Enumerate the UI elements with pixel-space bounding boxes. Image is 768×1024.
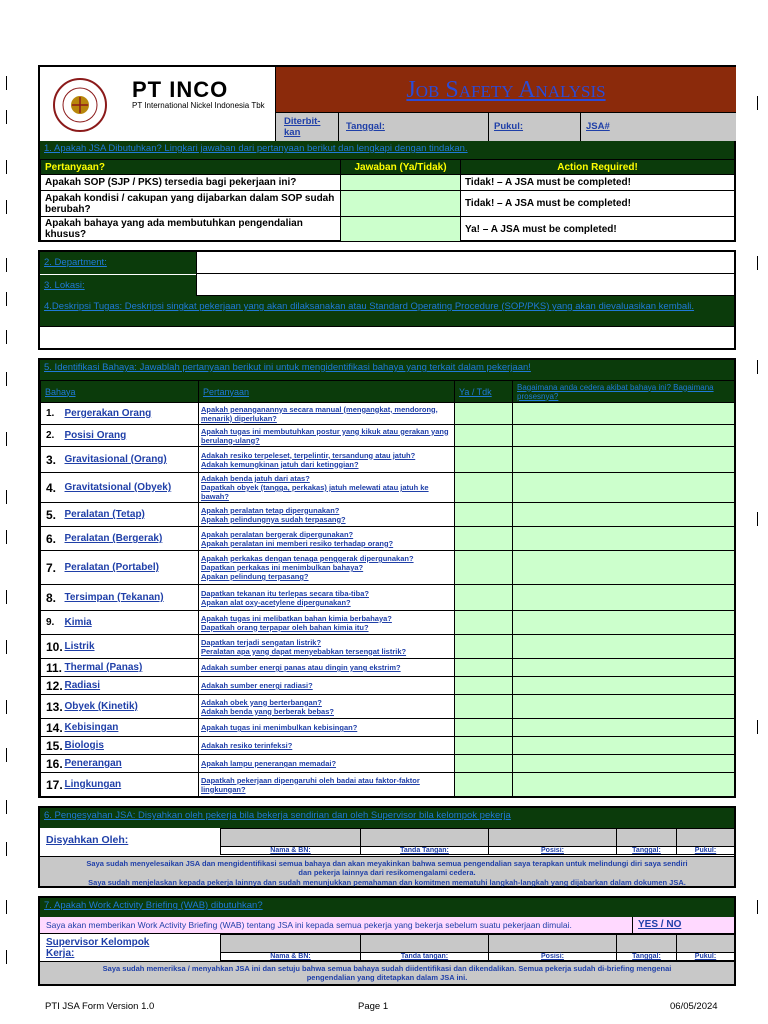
- hazard-questions: [199, 635, 455, 659]
- approver-name-label: Nama & BN:: [221, 847, 361, 855]
- hazard-question: Dapatkah pekerjaan dipengaruhi oleh badai atau faktor-faktor lingkungan?: [201, 775, 420, 794]
- section-2-4-block: [38, 250, 736, 350]
- hazard-questions: [199, 737, 455, 755]
- hazard-questions: [199, 447, 455, 473]
- hazard-yes-no-field[interactable]: [455, 677, 513, 695]
- action-3: Ya! – A JSA must be completed!: [461, 217, 735, 242]
- location-field[interactable]: [196, 274, 734, 296]
- hazard-table: [40, 380, 735, 797]
- table-row: [41, 447, 735, 473]
- hazard-how-field[interactable]: [513, 503, 735, 527]
- section1-title: 1. Apakah JSA Dibutuhkan? Lingkari jawaban dari pertanyaan berikut dan lengkapi dengan tindakan.: [40, 141, 734, 159]
- hazard-question: Apakah tugas ini melibatkan bahan kimia berbahaya?: [201, 613, 392, 623]
- approval-notes: [40, 856, 734, 886]
- footer-version: PTI JSA Form Version 1.0: [45, 1001, 155, 1012]
- section7-block: [38, 896, 736, 986]
- col-action: Action Required!: [461, 160, 735, 175]
- section7-sign-table: [220, 934, 735, 961]
- hazard-yes-no-field[interactable]: [455, 719, 513, 737]
- hazard-number: 16.: [41, 755, 65, 773]
- hazard-question: Adakah benda yang berberak bebas?: [201, 706, 334, 716]
- hazard-question: Apakah tugas ini membutuhkan postur yang kikuk atau gerakan yang berulang-ulang?: [201, 426, 449, 445]
- hazard-questions: [199, 773, 455, 797]
- time-label: Pukul:: [494, 121, 524, 132]
- hazard-yes-no-field[interactable]: [455, 585, 513, 611]
- approver-name-field[interactable]: [221, 829, 361, 847]
- hazard-number: 6.: [41, 527, 65, 551]
- hazard-name: Tersimpan (Tekanan): [65, 585, 199, 611]
- table-row: [41, 551, 735, 585]
- jsa-number-label: JSA#: [586, 121, 610, 132]
- hazard-name: Peralatan (Portabel): [65, 551, 199, 585]
- table-row: [41, 737, 735, 755]
- task-description-field[interactable]: [40, 326, 734, 348]
- hazard-name: Kebisingan: [65, 719, 199, 737]
- table-row: [41, 695, 735, 719]
- hazard-yes-no-field[interactable]: [455, 659, 513, 677]
- hazard-number: 17.: [41, 773, 65, 797]
- supervisor-time-field[interactable]: [677, 935, 735, 953]
- hazard-yes-no-field[interactable]: [455, 503, 513, 527]
- hazard-how-field[interactable]: [513, 677, 735, 695]
- hazard-question: Adakah kemungkinan jatuh dari ketinggian?: [201, 459, 359, 469]
- approver-date-label: Tanggal:: [617, 847, 677, 855]
- hazard-yes-no-field[interactable]: [455, 611, 513, 635]
- approved-by-label: Disyahkan Oleh:: [46, 834, 129, 846]
- hazard-question: Apakah peralatan bergerak dipergunakan?: [201, 529, 354, 539]
- table-row: [41, 403, 735, 425]
- col-answer: Jawaban (Ya/Tidak): [341, 160, 461, 175]
- hazard-name: Posisi Orang: [65, 425, 199, 447]
- supervisor-note-box: [40, 961, 734, 984]
- hazard-question: Dapatkan terjadi sengatan listrik?: [201, 637, 322, 647]
- hazard-how-field[interactable]: [513, 611, 735, 635]
- hazard-name: Gravitatsional (Obyek): [65, 473, 199, 503]
- hazard-questions: [199, 403, 455, 425]
- section5-title: 5. Identifikasi Bahaya: Jawablah pertanyaan berikut ini untuk mengidentifikasi bahaya yang terkait dalam pekerjaan!: [40, 360, 734, 380]
- hazard-question: Dapatkah obyek (tangga, perkakas) jatuh melewati atau jatuh ke bawah?: [201, 483, 429, 501]
- section6-title: 6. Pengesyahan JSA: Disyahkan oleh pekerja bila bekerja sendirian dan oleh Supervisor bila kelompok pekerja: [40, 808, 734, 828]
- hazard-number: 4.: [41, 473, 65, 503]
- hazard-questions: [199, 695, 455, 719]
- table-row: [41, 719, 735, 737]
- hazard-yes-no-field[interactable]: [455, 551, 513, 585]
- hazard-how-field[interactable]: [513, 695, 735, 719]
- hazard-name: Radiasi: [65, 677, 199, 695]
- section5-block: [38, 358, 736, 798]
- supervisor-position-label: Posisi:: [489, 953, 617, 961]
- hazard-yes-no-field[interactable]: [455, 755, 513, 773]
- hazard-name: Listrik: [65, 635, 199, 659]
- hazard-questions: [199, 503, 455, 527]
- answer-3[interactable]: [341, 217, 461, 242]
- table-row: [41, 677, 735, 695]
- hazard-how-field[interactable]: [513, 755, 735, 773]
- supervisor-note: Saya sudah memeriksa / menyahkan JSA ini dan setuju bahwa semua bahaya sudah diidentifikasi dan dikendalikan. Semua pekerja sudah di-briefing mengenai pengendalian yang ditetapkan dalam JSA ini.: [102, 964, 672, 982]
- approver-position-label: Posisi:: [489, 847, 617, 855]
- company-name: PT INCO: [132, 77, 229, 102]
- section7-title: 7. Apakah Work Activity Briefing (WAB) dibutuhkan?: [40, 898, 734, 917]
- supervisor-time-label: Pukul:: [677, 953, 735, 961]
- task-description-title: 4.Deskripsi Tugas: Deskripsi singkat pekerjaan yang akan dilaksanakan atau Standard Operating Procedure (SOP/PKS) yang akan dievaluasikan kembali.: [40, 296, 734, 326]
- hazard-name: Pergerakan Orang: [65, 403, 199, 425]
- hazard-number: 12.: [41, 677, 65, 695]
- company-full-name: PT International Nickel Indonesia Tbk: [132, 101, 265, 110]
- footer-date: 06/05/2024: [670, 1001, 718, 1012]
- title-bar: [276, 67, 736, 113]
- hazard-how-field[interactable]: [513, 773, 735, 797]
- supervisor-name-field[interactable]: [221, 935, 361, 953]
- company-seal-icon: [52, 77, 108, 133]
- hazard-question: Apakah lampu penerangan memadai?: [201, 759, 337, 768]
- issued-label: Diterbit-kan: [284, 116, 321, 138]
- hazard-yes-no-field[interactable]: [455, 737, 513, 755]
- hazard-question: Adakah sumber energi radiasi?: [201, 681, 313, 690]
- hazard-questions: [199, 659, 455, 677]
- approver-sign-field[interactable]: [361, 829, 489, 847]
- hazard-question: Apakah tugas ini menimbulkan kebisingan?: [201, 723, 358, 732]
- table-row: [41, 425, 735, 447]
- hazard-question: Apakah peralatan ini memberi resiko terhadap orang?: [201, 538, 394, 548]
- table-row: [41, 473, 735, 503]
- supervisor-date-field[interactable]: [617, 935, 677, 953]
- hazard-how-field[interactable]: [513, 473, 735, 503]
- hazard-questions: [199, 425, 455, 447]
- location-label: 3. Lokasi:: [40, 275, 196, 296]
- date-label: Tanggal:: [346, 121, 385, 132]
- hazard-number: 7.: [41, 551, 65, 585]
- hazard-yes-no-field[interactable]: [455, 403, 513, 425]
- hazard-question: Adakah sumber energi panas atau dingin yang ekstrim?: [201, 663, 401, 672]
- page-title: Job Safety Analysis: [406, 77, 606, 103]
- hazard-number: 9.: [41, 611, 65, 635]
- question-3: Apakah bahaya yang ada membutuhkan pengendalian khusus?: [41, 217, 341, 242]
- action-1: Tidak! – A JSA must be completed!: [461, 175, 735, 191]
- table-row: [41, 611, 735, 635]
- hazard-yes-no-field[interactable]: [455, 473, 513, 503]
- hazard-number: 8.: [41, 585, 65, 611]
- wab-statement: Saya akan memberikan Work Activity Briefing (WAB) tentang JSA ini kepada semua pekerja yang bekerja sebelum suatu pekerjaan dimulai.: [46, 920, 572, 930]
- action-2: Tidak! – A JSA must be completed!: [461, 191, 735, 217]
- hazard-yes-no-field[interactable]: [455, 773, 513, 797]
- footer-page: Page 1: [358, 1001, 389, 1012]
- hazard-yes-no-field[interactable]: [455, 527, 513, 551]
- hazard-number: 3.: [41, 447, 65, 473]
- hazard-how-field[interactable]: [513, 659, 735, 677]
- hazard-number: 14.: [41, 719, 65, 737]
- hazard-how-field[interactable]: [513, 425, 735, 447]
- hazard-name: Gravitasional (Orang): [65, 447, 199, 473]
- hazard-yes-no-field[interactable]: [455, 447, 513, 473]
- hazard-question: Apakah pelindungnya sudah terpasang?: [201, 514, 346, 524]
- col-how-injured: Bagaimana anda cedera akibat bahaya ini? Bagaimana prosesnya?: [513, 381, 735, 403]
- hazard-question: Dapatkan perkakas ini menimbulkan bahaya?: [201, 563, 364, 572]
- hazard-question: Apakah penanganannya secara manual (mengangkat, mendorong, menarik) diperlukan?: [201, 404, 438, 423]
- hazard-how-field[interactable]: [513, 403, 735, 425]
- approver-time-label: Pukul:: [677, 847, 735, 855]
- wab-yes-no[interactable]: YES / NO: [638, 919, 682, 930]
- hazard-how-field[interactable]: [513, 447, 735, 473]
- hazard-question: Adakah resiko terpeleset, terpelintir, tersandung atau jatuh?: [201, 450, 416, 460]
- hazard-questions: [199, 755, 455, 773]
- hazard-name: Penerangan: [65, 755, 199, 773]
- section6-sign-table: [220, 828, 735, 855]
- hazard-questions: [199, 585, 455, 611]
- hazard-yes-no-field[interactable]: [455, 425, 513, 447]
- hazard-how-field[interactable]: [513, 527, 735, 551]
- approver-date-field[interactable]: [617, 829, 677, 847]
- question-2: Apakah kondisi / cakupan yang dijabarkan dalam SOP sudah berubah?: [41, 191, 341, 217]
- hazard-question: Dapatkah orang terpapar oleh bahan kimia itu?: [201, 622, 369, 632]
- hazard-name: Obyek (Kinetik): [65, 695, 199, 719]
- hazard-question: Adakah resiko terinfeksi?: [201, 741, 293, 750]
- hazard-question: Adakah benda jatuh dari atas?: [201, 474, 310, 483]
- col-yes-no: Ya / Tdk: [455, 381, 513, 403]
- approval-note-1: Saya sudah menyelesaikan JSA dan mengidentifikasi semua bahaya dan akan meyakinkan bahwa semua pengendalian saya terapkan untuk melindungi diri saya sendiri dan pekerja lainnya dari resikomengalami cedera.: [86, 859, 688, 877]
- table-row: [41, 635, 735, 659]
- supervisor-sign-field[interactable]: [361, 935, 489, 953]
- hazard-questions: [199, 473, 455, 503]
- hazard-how-field[interactable]: [513, 551, 735, 585]
- logo-area: [40, 67, 276, 141]
- hazard-questions: [199, 527, 455, 551]
- table-row: [41, 585, 735, 611]
- hazard-name: Lingkungan: [65, 773, 199, 797]
- hazard-question: Adakah obek yang berterbangan?: [201, 697, 322, 707]
- hazard-questions: [199, 719, 455, 737]
- hazard-name: Kimia: [65, 611, 199, 635]
- col-question: Pertanyaan?: [41, 160, 341, 175]
- department-label: 2. Department:: [40, 252, 196, 274]
- hazard-how-field[interactable]: [513, 737, 735, 755]
- hazard-number: 5.: [41, 503, 65, 527]
- table-row: [41, 755, 735, 773]
- hazard-name: Biologis: [65, 737, 199, 755]
- section6-block: [38, 806, 736, 888]
- hazard-number: 1.: [41, 403, 65, 425]
- question-1: Apakah SOP (SJP / PKS) tersedia bagi pekerjaan ini?: [41, 175, 341, 191]
- supervisor-sign-label: Tanda tangan:: [361, 953, 489, 961]
- approver-time-field[interactable]: [677, 829, 735, 847]
- section1-table: [40, 159, 735, 242]
- table-row: [41, 659, 735, 677]
- hazard-number: 2.: [41, 425, 65, 447]
- hazard-question: Apakan alat oxy-acetylene dipergunakan?: [201, 597, 351, 607]
- table-row: [41, 527, 735, 551]
- hazard-how-field[interactable]: [513, 585, 735, 611]
- approver-sign-label: Tanda Tangan:: [361, 847, 489, 855]
- header-block: [38, 65, 736, 242]
- hazard-questions: [199, 677, 455, 695]
- hazard-name: Thermal (Panas): [65, 659, 199, 677]
- hazard-name: Peralatan (Tetap): [65, 503, 199, 527]
- hazard-how-field[interactable]: [513, 719, 735, 737]
- hazard-question: Peralatan apa yang dapat menyebabkan tersengat listrik?: [201, 646, 407, 656]
- hazard-how-field[interactable]: [513, 635, 735, 659]
- hazard-question: Dapatkan tekanan itu terlepas secara tiba-tiba?: [201, 588, 369, 598]
- header-fields: [276, 113, 736, 141]
- answer-1[interactable]: [341, 175, 461, 191]
- hazard-questions: [199, 611, 455, 635]
- hazard-questions: [199, 551, 455, 585]
- hazard-name: Peralatan (Bergerak): [65, 527, 199, 551]
- col-hazard: Bahaya: [41, 381, 199, 403]
- hazard-yes-no-field[interactable]: [455, 635, 513, 659]
- supervisor-date-label: Tanggal:: [617, 953, 677, 961]
- hazard-number: 15.: [41, 737, 65, 755]
- hazard-yes-no-field[interactable]: [455, 695, 513, 719]
- hazard-question: Apakah peralatan tetap dipergunakan?: [201, 505, 340, 515]
- supervisor-name-label: Nama & BN:: [221, 953, 361, 961]
- hazard-number: 11.: [41, 659, 65, 677]
- approval-note-2: Saya sudah menjelaskan kepada pekerja lainnya dan sudah menunjukkan pemahaman dan komitmen mematuhi langkah-langkah yang dijabarkan dalam dokumen JSA.: [88, 878, 686, 887]
- approver-position-field[interactable]: [489, 829, 617, 847]
- hazard-number: 13.: [41, 695, 65, 719]
- table-row: [41, 503, 735, 527]
- hazard-question: Apakah perkakas dengan tenaga penggerak dipergunakan?: [201, 554, 414, 563]
- supervisor-position-field[interactable]: [489, 935, 617, 953]
- department-field[interactable]: [196, 252, 734, 274]
- wab-statement-row: [40, 917, 734, 934]
- hazard-question: Apakan pelindung terpasang?: [201, 572, 309, 581]
- col-hazard-question: Pertanyaan: [199, 381, 455, 403]
- answer-2[interactable]: [341, 191, 461, 217]
- table-row: [41, 773, 735, 797]
- supervisor-label: Supervisor Kelompok Kerja:: [46, 937, 150, 959]
- hazard-number: 10.: [41, 635, 65, 659]
